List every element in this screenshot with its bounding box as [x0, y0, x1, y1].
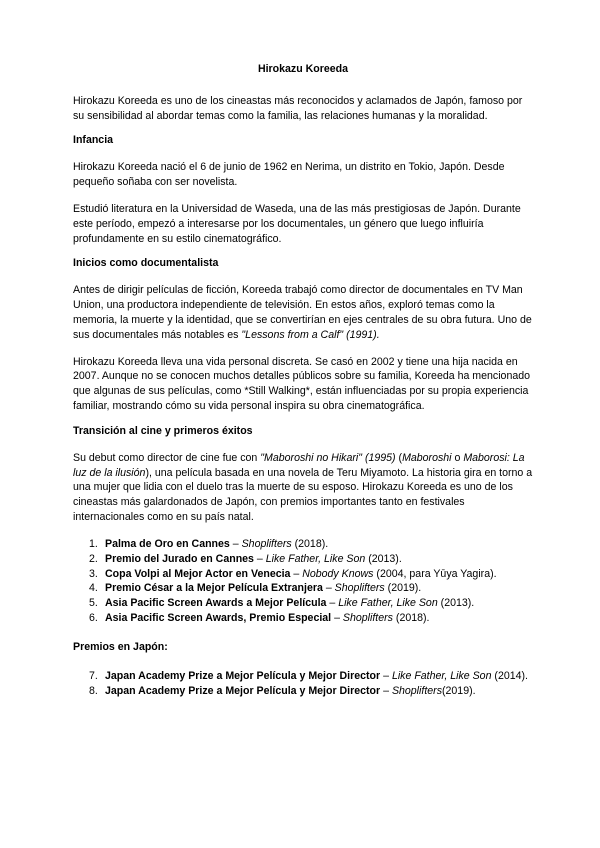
- list-item: [73, 669, 533, 684]
- list-item-body: [105, 611, 533, 626]
- transicion-text-d: Maboroshi: [402, 451, 452, 464]
- transicion-text-c: (: [395, 451, 403, 464]
- award-separator: –: [331, 612, 343, 625]
- transicion-paragraph: [73, 451, 533, 525]
- intro-paragraph: Hirokazu Koreeda es uno de los cineastas más reconocidos y aclamados de Japón, famoso por su sensibilidad al abordar temas como la familia, las relaciones humanas y la moralidad.: [73, 94, 523, 122]
- award-detail: (2018).: [392, 612, 430, 625]
- list-number: 4.: [89, 582, 98, 595]
- award-separator: –: [326, 597, 339, 610]
- inicios-paragraph-1: [73, 283, 533, 342]
- list-item: [73, 684, 533, 699]
- awards-international-list: [73, 537, 533, 626]
- award-name: Premio César a la Mejor Película Extranjera: [105, 582, 323, 595]
- list-item: [73, 552, 533, 567]
- award-name: Premio del Jurado en Cannes: [105, 552, 254, 565]
- transicion-text-a: Su debut como director de cine fue con: [73, 451, 261, 464]
- award-film: Shoplifters: [334, 582, 385, 595]
- transicion-text-b: "Maboroshi no Hikari" (1995): [260, 451, 396, 464]
- list-item-body: [105, 581, 533, 596]
- award-name: Palma de Oro en Cannes: [105, 537, 230, 550]
- award-detail: (2013).: [437, 597, 475, 610]
- award-name: Japan Academy Prize a Mejor Película y Mejor Director: [105, 669, 381, 682]
- list-number: 2.: [89, 552, 98, 565]
- award-separator: –: [229, 537, 242, 550]
- list-item-body: [105, 552, 533, 567]
- transicion-text-f: Maborosi: La luz de la ilusión: [73, 451, 525, 479]
- award-detail: (2004, para Yūya Yagira).: [373, 567, 497, 580]
- list-item: [73, 611, 533, 626]
- transicion-text-e: o: [451, 451, 464, 464]
- inicios-paragraph-1-italic: "Lessons from a Calf" (1991).: [241, 328, 380, 341]
- award-name: Japan Academy Prize a Mejor Película y Mejor Director: [105, 684, 381, 697]
- document-title: Hirokazu Koreeda: [257, 63, 349, 75]
- heading-transicion: Transición al cine y primeros éxitos: [73, 424, 253, 437]
- award-film: Like Father, Like Son: [338, 597, 438, 610]
- list-number: 5.: [89, 597, 98, 610]
- list-item: [73, 537, 533, 552]
- award-separator: –: [380, 669, 392, 682]
- list-item: [73, 567, 533, 582]
- list-number: 1.: [89, 537, 98, 550]
- list-item: [73, 581, 533, 596]
- award-film: Shoplifters: [391, 684, 442, 697]
- infancia-paragraph-2: Estudió literatura en la Universidad de Waseda, una de las más prestigiosas de Japón. Durante este período, empezó a interesarse por los documentales, un género que luego influiría profundamente en su estilo cinematográfico.: [73, 202, 521, 245]
- list-number: 8.: [89, 684, 98, 697]
- inicios-paragraph-1-text: Antes de dirigir películas de ficción, Koreeda trabajó como director de documentales en TV Man Union, una productora independiente de televisión. En estos años, exploró temas como la memoria, la muerte y la identidad, que se convertirían en ejes centrales de su obra futura. Uno de sus documentales más notables es: [73, 284, 532, 341]
- list-item: [73, 596, 533, 611]
- award-detail: (2013).: [365, 552, 402, 565]
- list-number: 7.: [89, 669, 98, 682]
- award-film: Like Father, Like Son: [391, 669, 492, 682]
- infancia-paragraph-1: Hirokazu Koreeda nació el 6 de junio de 1962 en Nerima, un distrito en Tokio, Japón. Desde pequeño soñaba con ser novelista.: [73, 161, 505, 189]
- award-film: Like Father, Like Son: [265, 552, 366, 565]
- award-detail: (2019).: [442, 684, 476, 697]
- award-name: Asia Pacific Screen Awards, Premio Especial: [105, 612, 332, 625]
- transicion-text-g: ), una película basada en una novela de Teru Miyamoto. La historia gira en torno a una mujer que lidia con el duelo tras la muerte de su esposo. Hirokazu Koreeda es uno de los cineastas más galardonados de Japón, con premios importantes tanto en festivales internacionales como en su país natal.: [73, 466, 533, 524]
- list-item-body: [105, 684, 533, 699]
- award-separator: –: [380, 684, 392, 697]
- list-item-body: [105, 596, 533, 611]
- list-number: 6.: [89, 612, 98, 625]
- list-item-body: [105, 537, 533, 552]
- inicios-paragraph-2: Hirokazu Koreeda lleva una vida personal discreta. Se casó en 2002 y tiene una hija nacida en 2007. Aunque no se conocen muchos detalles públicos sobre su familia, Koreeda ha mencionado que algunas de sus películas, como *Still Walking*, están influenciadas por su propia experiencia familiar, mostrando cómo su vida personal inspira su obra cinematográfica.: [73, 355, 531, 413]
- award-name: Asia Pacific Screen Awards a Mejor Película: [105, 597, 327, 610]
- document-content: [73, 62, 533, 709]
- list-number: 3.: [89, 567, 98, 580]
- heading-infancia: Infancia: [73, 134, 114, 147]
- award-separator: –: [290, 567, 303, 580]
- heading-premios-japon: Premios en Japón:: [73, 640, 168, 653]
- list-item-body: [105, 669, 533, 684]
- award-detail: (2018).: [291, 537, 329, 550]
- award-film: Nobody Knows: [302, 567, 374, 580]
- award-name: Copa Volpi al Mejor Actor en Venecia: [105, 567, 291, 580]
- award-film: Shoplifters: [342, 612, 393, 625]
- list-item-body: [105, 567, 533, 582]
- award-detail: (2019).: [384, 582, 422, 595]
- award-detail: (2014).: [491, 669, 528, 682]
- awards-japan-list: [73, 669, 533, 699]
- award-separator: –: [253, 552, 266, 565]
- award-film: Shoplifters: [241, 537, 292, 550]
- heading-inicios: Inicios como documentalista: [73, 257, 219, 270]
- award-separator: –: [322, 582, 335, 595]
